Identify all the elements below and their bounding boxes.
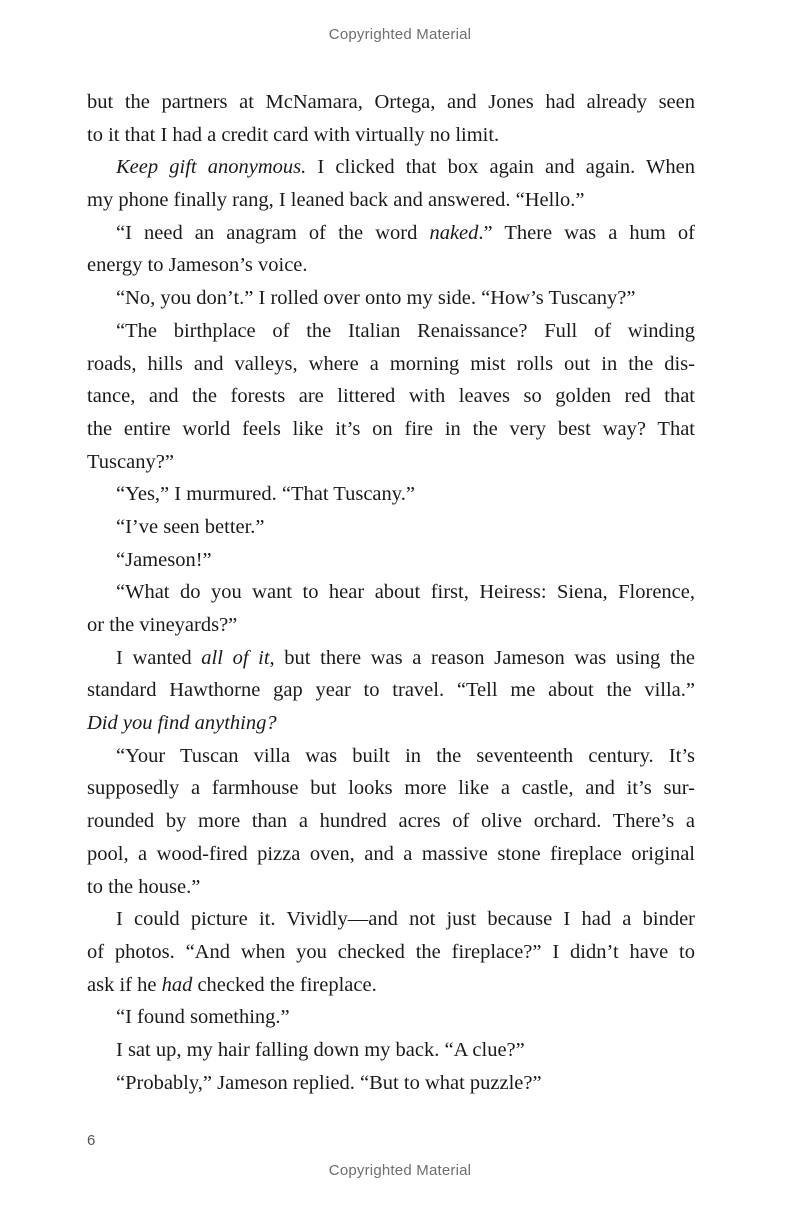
text-run: “I need an anagram of the word [116, 221, 430, 244]
text-line [87, 1067, 695, 1100]
text-run: the entire world feels like it’s on fire in the very best way? That [87, 417, 695, 440]
text-run: my phone finally rang, I leaned back and answered. “Hello.” [87, 189, 585, 212]
text-line [87, 413, 695, 446]
text-line [87, 838, 695, 871]
text-run: tance, and the forests are littered with leaves so golden red that [87, 385, 695, 408]
text-run: supposedly a farmhouse but looks more like a castle, and it’s sur- [87, 777, 695, 800]
text-line [87, 184, 695, 217]
italic-text: naked [429, 221, 479, 244]
text-run: I sat up, my hair falling down my back. “A clue?” [116, 1038, 525, 1061]
text-line [87, 380, 695, 413]
text-line [87, 315, 695, 348]
text-line [87, 86, 695, 119]
text-run: “Yes,” I murmured. “That Tuscany.” [116, 483, 415, 506]
text-line [87, 805, 695, 838]
italic-text: had [161, 973, 193, 996]
text-line [87, 1001, 695, 1034]
text-line [87, 544, 695, 577]
text-line [87, 1034, 695, 1067]
text-run: pool, a wood-fired pizza oven, and a massive stone fireplace original [87, 842, 695, 865]
text-run: “I found something.” [116, 1006, 290, 1029]
text-line [87, 478, 695, 511]
text-run: “The birthplace of the Italian Renaissance? Full of winding [116, 319, 695, 342]
text-run: standard Hawthorne gap year to travel. “Tell me about the villa.” [87, 679, 695, 702]
text-run: roads, hills and valleys, where a morning mist rolls out in the dis- [87, 352, 695, 375]
text-run: “What do you want to hear about first, Heiress: Siena, Florence, [116, 581, 695, 604]
text-run: of photos. “And when you checked the fireplace?” I didn’t have to [87, 940, 695, 963]
body-text [87, 86, 695, 1099]
text-line [87, 511, 695, 544]
text-line [87, 119, 695, 152]
text-run: “Your Tuscan villa was built in the seventeenth century. It’s [116, 744, 695, 767]
text-line [87, 282, 695, 315]
text-line [87, 903, 695, 936]
text-line [87, 151, 695, 184]
text-run: to it that I had a credit card with virtually no limit. [87, 123, 500, 146]
text-line [87, 740, 695, 773]
text-line [87, 642, 695, 675]
text-run: .” There was a hum of [478, 221, 695, 244]
text-run: ask if he [87, 973, 162, 996]
page-number: 6 [87, 1132, 96, 1149]
text-line [87, 609, 695, 642]
text-run: I clicked that box again and again. When [306, 156, 696, 179]
text-line [87, 249, 695, 282]
text-line [87, 217, 695, 250]
text-run: energy to Jameson’s voice. [87, 254, 308, 277]
text-run: rounded by more than a hundred acres of olive orchard. There’s a [87, 810, 695, 833]
text-run: checked the fireplace. [192, 973, 377, 996]
header-watermark: Copyrighted Material [328, 26, 472, 43]
text-run: “I’ve seen better.” [116, 515, 265, 538]
text-line [87, 576, 695, 609]
text-run: “Jameson!” [116, 548, 212, 571]
text-line [87, 772, 695, 805]
text-line [87, 707, 695, 740]
text-line [87, 446, 695, 479]
text-line [87, 969, 695, 1002]
italic-text: Did you find anything? [87, 712, 277, 735]
italic-text: all of it [201, 646, 270, 669]
text-run: , but there was a reason Jameson was using the [269, 646, 695, 669]
text-run: or the vineyards?” [87, 614, 238, 636]
text-run: “No, you don’t.” I rolled over onto my side. “How’s Tuscany?” [116, 287, 636, 310]
text-run: Tuscany?” [87, 450, 174, 473]
text-run: I wanted [116, 646, 202, 669]
text-line [87, 871, 695, 904]
text-run: “Probably,” Jameson replied. “But to what puzzle?” [116, 1071, 542, 1094]
text-run: but the partners at McNamara, Ortega, and Jones had already seen [87, 91, 695, 113]
italic-text: Keep gift anonymous. [116, 156, 307, 179]
text-run: to the house.” [87, 875, 201, 898]
footer-watermark: Copyrighted Material [328, 1162, 472, 1179]
text-run: I could picture it. Vividly—and not just because I had a binder [116, 908, 695, 931]
text-line [87, 674, 695, 707]
text-line [87, 936, 695, 969]
text-line [87, 348, 695, 381]
